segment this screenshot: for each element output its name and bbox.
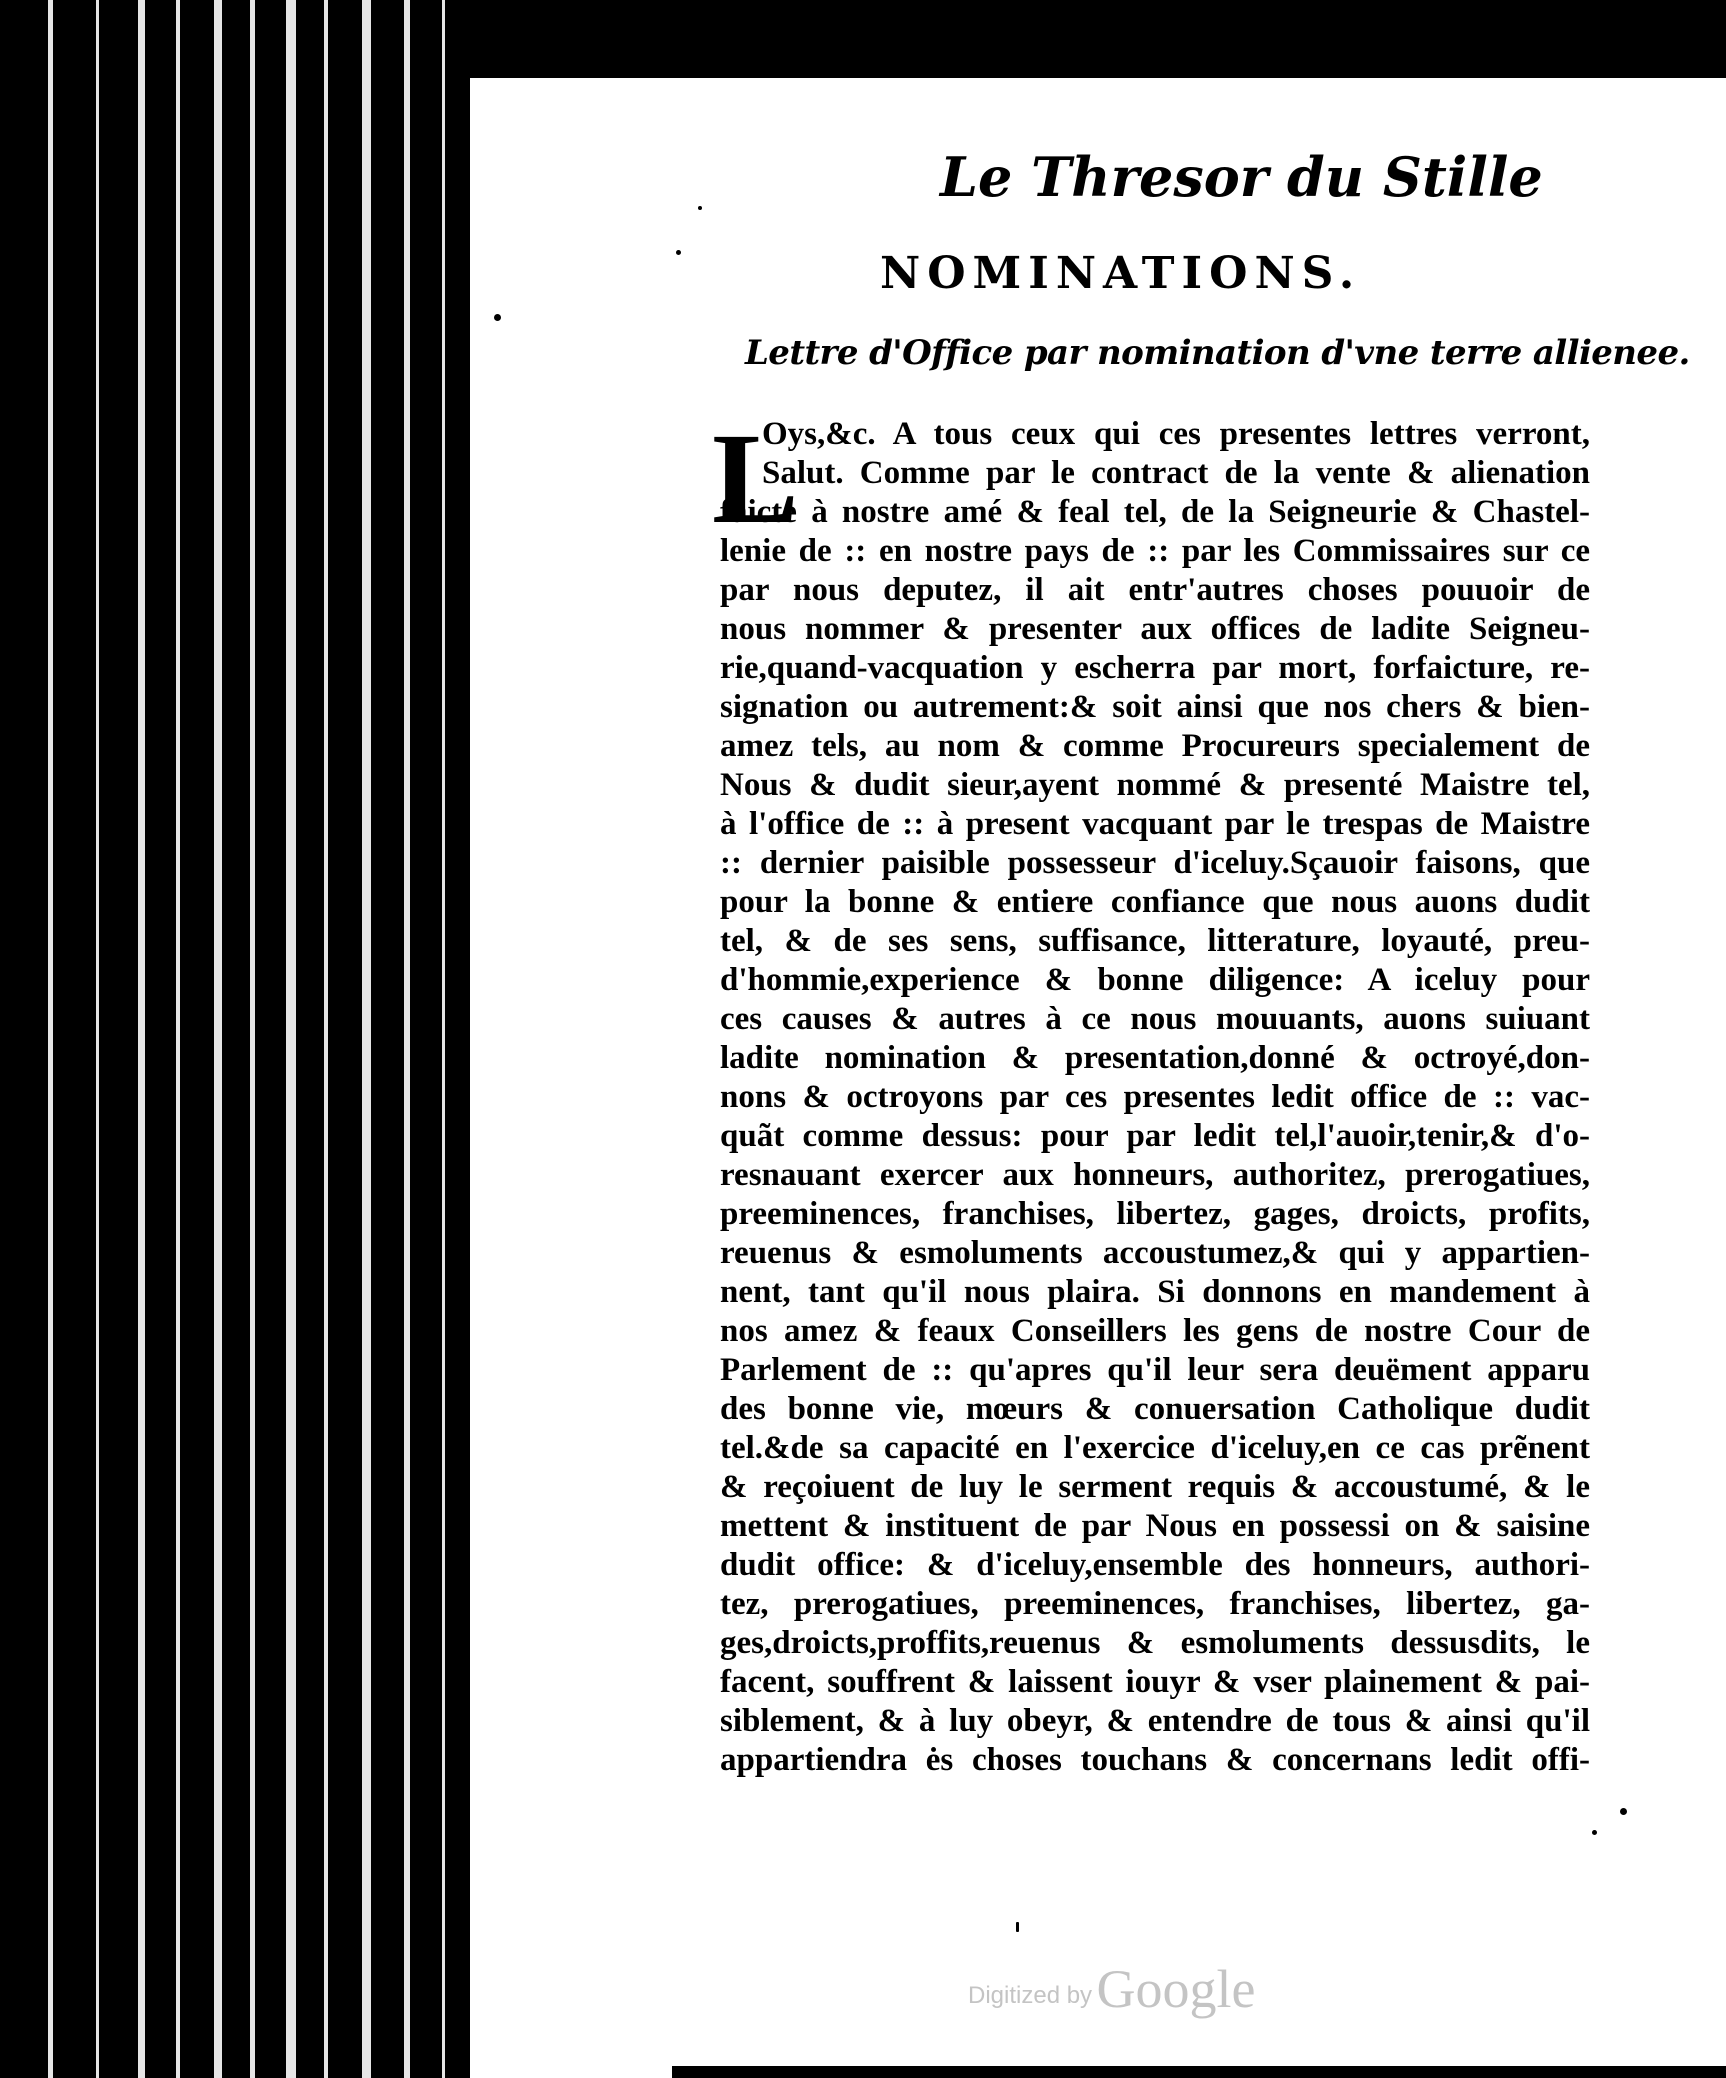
text-line: tez, prerogatiues, preeminences, franchises, libertez, ga-	[720, 1586, 1590, 1622]
text-line: & reçoiuent de luy le serment requis & accoustumé, & le	[720, 1469, 1590, 1505]
text-line: reuenus & esmoluments accoustumez,& qui y appartien-	[720, 1235, 1590, 1271]
text-line: Nous & dudit sieur,ayent nommé & presenté Maistre tel,	[720, 767, 1590, 803]
text-line: mettent & instituent de par Nous en possessi on & saisine	[720, 1508, 1590, 1544]
text-line: tel.&de sa capacité en l'exercice d'iceluy,en ce cas prẽnent	[720, 1430, 1590, 1466]
text-line: dudit office: & d'iceluy,ensemble des honneurs, authori-	[720, 1547, 1590, 1583]
text-line: appartiendra ės choses touchans & concernans ledit offi-	[720, 1742, 1590, 1778]
spine-streak	[404, 0, 410, 2078]
watermark-prefix: Digitized by	[968, 1982, 1093, 2009]
text-line: nos amez & feaux Conseillers les gens de nostre Cour de	[720, 1313, 1590, 1349]
text-line: tel, & de ses sens, suffisance, litterature, loyauté, preu-	[720, 923, 1590, 959]
spine-streak	[324, 0, 328, 2078]
text-line: siblement, & à luy obeyr, & entendre de tous & ainsi qu'il	[720, 1703, 1590, 1739]
ink-speck	[1592, 1830, 1597, 1835]
spine-streak	[250, 0, 255, 2078]
text-line: d'hommie,experience & bonne diligence: A iceluy pour	[720, 962, 1590, 998]
drop-cap: L	[712, 407, 799, 551]
text-line: signation ou autrement:& soit ainsi que nos chers & bien-	[720, 689, 1590, 725]
letter-subtitle: Lettre d'Office par nomination d'vne terre allienee.	[745, 333, 1690, 373]
watermark-brand: Google	[1096, 1959, 1256, 2019]
text-line: rie,quand-vacquation y escherra par mort, forfaicture, re-	[720, 650, 1590, 686]
text-line: à l'office de :: à present vacquant par le trespas de Maistre	[720, 806, 1590, 842]
text-line: Salut. Comme par le contract de la vente & alienation	[762, 455, 1590, 491]
text-line: nons & octroyons par ces presentes ledit office de :: vac-	[720, 1079, 1590, 1115]
text-line: facent, souffrent & laissent iouyr & vser plainement & pai-	[720, 1664, 1590, 1700]
spine-streak	[48, 0, 53, 2078]
scan-bottom-border	[672, 2066, 1726, 2078]
spine-streak	[442, 0, 445, 2078]
spine-streak	[214, 0, 222, 2078]
text-line: par nous deputez, il ait entr'autres choses pouuoir de	[720, 572, 1590, 608]
text-line: faicte à nostre amé & feal tel, de la Seigneurie & Chastel-	[720, 494, 1590, 530]
ink-speck	[698, 206, 702, 210]
text-line: pour la bonne & entiere confiance que nous auons dudit	[720, 884, 1590, 920]
spine-streak	[96, 0, 99, 2078]
running-head: Le Thresor du Stille	[940, 145, 1543, 209]
section-title: NOMINATIONS.	[880, 248, 1362, 299]
text-line: preeminences, franchises, libertez, gages, droicts, profits,	[720, 1196, 1590, 1232]
text-line: Parlement de :: qu'apres qu'il leur sera deuëment apparu	[720, 1352, 1590, 1388]
spine-streak	[176, 0, 180, 2078]
book-spine-edge	[0, 0, 470, 2078]
ink-speck	[494, 314, 501, 321]
text-line: lenie de :: en nostre pays de :: par les Commissaires sur ce	[720, 533, 1590, 569]
spine-streak	[362, 0, 371, 2078]
text-line: ladite nomination & presentation,donné & octroyé,don-	[720, 1040, 1590, 1076]
text-line: ces causes & autres à ce nous mouuants, auons suiuant	[720, 1001, 1590, 1037]
text-line: des bonne vie, mœurs & conuersation Catholique dudit	[720, 1391, 1590, 1427]
text-line: nous nommer & presenter aux offices de ladite Seigneu-	[720, 611, 1590, 647]
spine-streak	[138, 0, 145, 2078]
ink-speck	[676, 250, 681, 255]
text-line: amez tels, au nom & comme Procureurs specialement de	[720, 728, 1590, 764]
text-line: resnauant exercer aux honneurs, authoritez, prerogatiues,	[720, 1157, 1590, 1193]
ink-speck	[1016, 1922, 1019, 1932]
text-line: nent, tant qu'il nous plaira. Si donnons en mandement à	[720, 1274, 1590, 1310]
spine-streak	[286, 0, 296, 2078]
text-line: Oys,&c. A tous ceux qui ces presentes lettres verront,	[762, 416, 1590, 452]
text-line: :: dernier paisible possesseur d'iceluy.Sçauoir faisons, que	[720, 845, 1590, 881]
text-line: ges,droicts,proffits,reuenus & esmoluments dessusdits, le	[720, 1625, 1590, 1661]
ink-speck	[1620, 1808, 1627, 1815]
text-line: quãt comme dessus: pour par ledit tel,l'auoir,tenir,& d'o-	[720, 1118, 1590, 1154]
digitized-watermark	[968, 1958, 1328, 2020]
